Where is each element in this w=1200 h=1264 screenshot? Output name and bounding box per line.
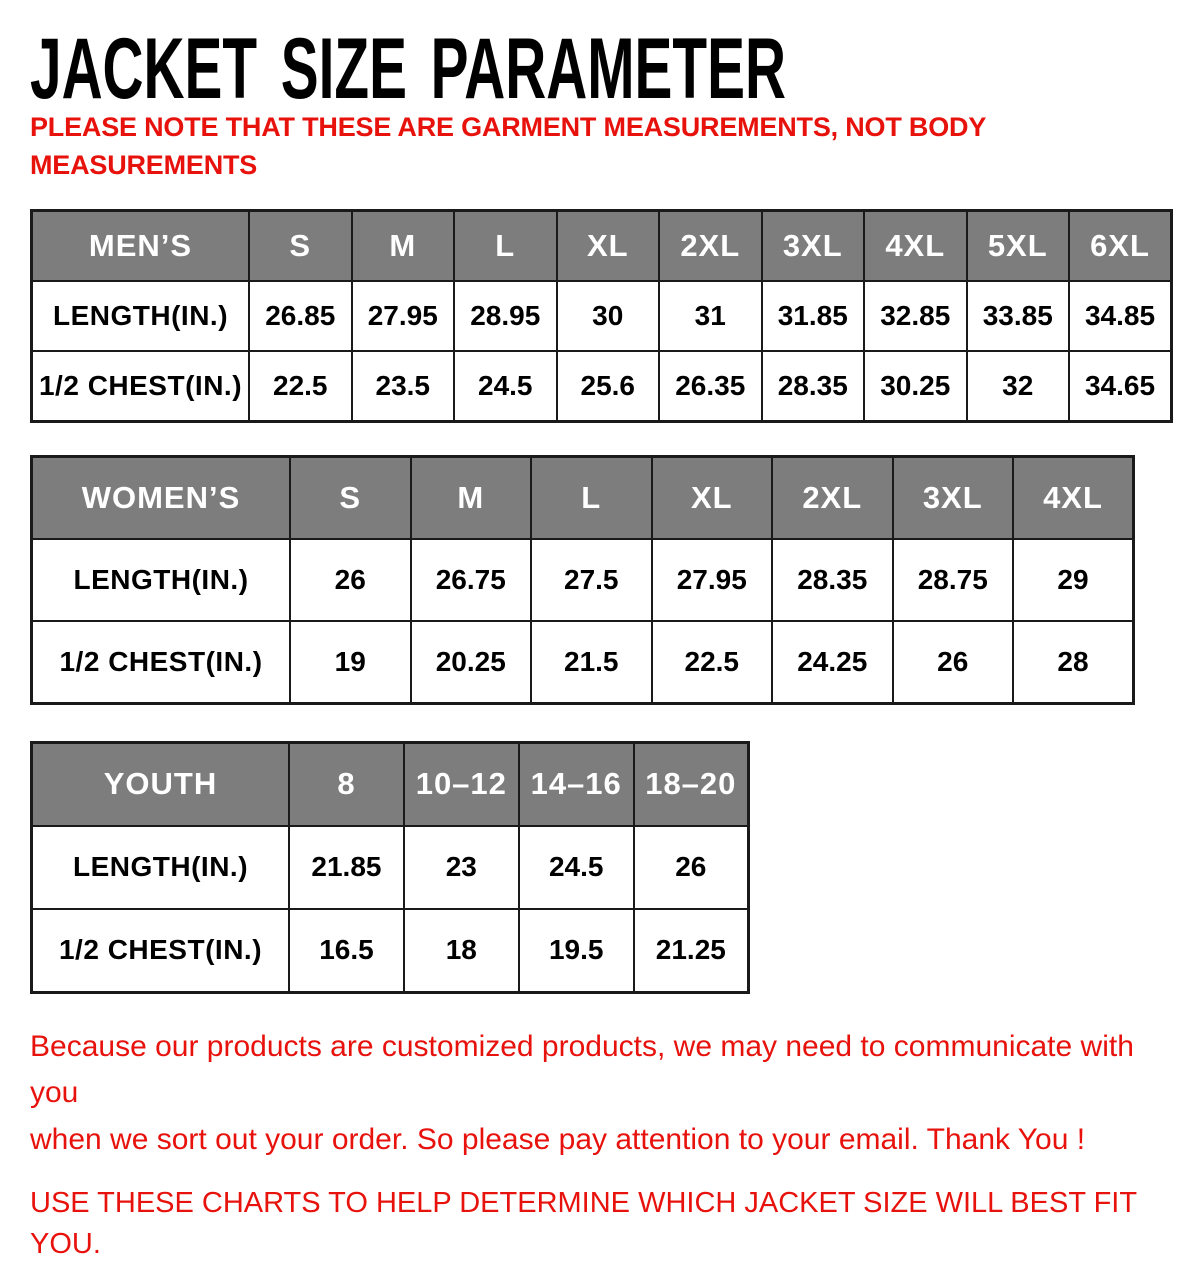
womens-size-column-header: M xyxy=(411,456,532,539)
measurement-value-cell: 24.5 xyxy=(519,826,634,909)
measurement-value-cell: 29 xyxy=(1013,539,1134,621)
measurement-value-cell: 30 xyxy=(557,281,660,351)
mens-size-column-header: M xyxy=(352,210,455,281)
youth-measurement-row xyxy=(32,909,749,993)
measurement-value-cell: 32 xyxy=(967,351,1070,422)
measurement-value-cell: 23.5 xyxy=(352,351,455,422)
note-line-1: PLEASE NOTE THAT THESE ARE GARMENT MEASUREMENTS, NOT BODY xyxy=(30,112,987,142)
measurement-value-cell: 16.5 xyxy=(289,909,404,993)
row-label: 1/2 CHEST(IN.) xyxy=(32,909,290,993)
mens-measurement-row xyxy=(32,351,1172,422)
measurement-value-cell: 28 xyxy=(1013,621,1134,704)
mens-measurement-row xyxy=(32,281,1172,351)
measurement-value-cell: 28.35 xyxy=(772,539,893,621)
womens-size-column-header: XL xyxy=(652,456,773,539)
womens-size-column-header: L xyxy=(531,456,652,539)
measurement-value-cell: 21.25 xyxy=(634,909,749,993)
youth-table-title: YOUTH xyxy=(32,742,290,826)
measurement-value-cell: 21.5 xyxy=(531,621,652,704)
measurement-value-cell: 26.35 xyxy=(659,351,762,422)
row-label: LENGTH(IN.) xyxy=(32,281,250,351)
measurement-value-cell: 34.65 xyxy=(1069,351,1172,422)
mens-size-column-header: 5XL xyxy=(967,210,1070,281)
measurement-value-cell: 33.85 xyxy=(967,281,1070,351)
measurement-value-cell: 26 xyxy=(290,539,411,621)
youth-size-column-header: 10–12 xyxy=(404,742,519,826)
page-title: JACKET SIZE PARAMETER xyxy=(30,21,786,117)
measurement-value-cell: 26 xyxy=(634,826,749,909)
youth-size-column-header: 8 xyxy=(289,742,404,826)
mens-size-column-header: XL xyxy=(557,210,660,281)
measurement-value-cell: 28.95 xyxy=(454,281,557,351)
mens-header-row xyxy=(32,210,1172,281)
mens-size-column-header: L xyxy=(454,210,557,281)
customization-notice xyxy=(30,1024,1180,1164)
measurement-value-cell: 27.95 xyxy=(352,281,455,351)
customization-notice-line-1: Because our products are customized products, we may need to communicate with you xyxy=(30,1029,1134,1110)
mens-table-title: MEN’S xyxy=(32,210,250,281)
chart-usage-hint: USE THESE CHARTS TO HELP DETERMINE WHICH JACKET SIZE WILL BEST FIT YOU. xyxy=(30,1187,1137,1260)
row-label: 1/2 CHEST(IN.) xyxy=(32,621,291,704)
womens-table-title: WOMEN’S xyxy=(32,456,291,539)
row-label: 1/2 CHEST(IN.) xyxy=(32,351,250,422)
garment-measurement-note xyxy=(30,108,1180,185)
youth-size-column-header: 14–16 xyxy=(519,742,634,826)
measurement-value-cell: 19 xyxy=(290,621,411,704)
womens-size-table xyxy=(30,455,1135,705)
measurement-value-cell: 21.85 xyxy=(289,826,404,909)
measurement-value-cell: 24.5 xyxy=(454,351,557,422)
measurement-value-cell: 26.75 xyxy=(411,539,532,621)
womens-size-column-header: S xyxy=(290,456,411,539)
womens-size-column-header: 4XL xyxy=(1013,456,1134,539)
youth-size-table-container xyxy=(30,741,1180,994)
measurement-value-cell: 26.85 xyxy=(249,281,352,351)
measurement-value-cell: 24.25 xyxy=(772,621,893,704)
measurement-value-cell: 19.5 xyxy=(519,909,634,993)
womens-size-table-container xyxy=(30,455,1180,705)
measurement-value-cell: 22.5 xyxy=(249,351,352,422)
measurement-value-cell: 28.35 xyxy=(762,351,865,422)
mens-size-column-header: 3XL xyxy=(762,210,865,281)
row-label: LENGTH(IN.) xyxy=(32,826,290,909)
measurement-value-cell: 34.85 xyxy=(1069,281,1172,351)
measurement-value-cell: 31.85 xyxy=(762,281,865,351)
measurement-value-cell: 27.5 xyxy=(531,539,652,621)
womens-size-column-header: 2XL xyxy=(772,456,893,539)
mens-size-table xyxy=(30,209,1173,423)
measurement-value-cell: 32.85 xyxy=(864,281,967,351)
measurement-value-cell: 27.95 xyxy=(652,539,773,621)
measurement-value-cell: 28.75 xyxy=(893,539,1014,621)
measurement-value-cell: 26 xyxy=(893,621,1014,704)
mens-size-column-header: 4XL xyxy=(864,210,967,281)
page-title-wrap xyxy=(30,21,1180,117)
youth-measurement-row xyxy=(32,826,749,909)
measurement-value-cell: 20.25 xyxy=(411,621,532,704)
measurement-value-cell: 22.5 xyxy=(652,621,773,704)
mens-size-table-container xyxy=(30,209,1180,423)
note-line-2: MEASUREMENTS xyxy=(30,150,258,181)
measurement-value-cell: 31 xyxy=(659,281,762,351)
youth-header-row xyxy=(32,742,749,826)
womens-size-column-header: 3XL xyxy=(893,456,1014,539)
row-label: LENGTH(IN.) xyxy=(32,539,291,621)
youth-size-column-header: 18–20 xyxy=(634,742,749,826)
youth-size-table xyxy=(30,741,750,994)
measurement-value-cell: 23 xyxy=(404,826,519,909)
measurement-value-cell: 30.25 xyxy=(864,351,967,422)
customization-notice-line-2: when we sort out your order. So please pay attention to your email. Thank You ! xyxy=(30,1122,1086,1156)
womens-measurement-row xyxy=(32,539,1134,621)
womens-measurement-row xyxy=(32,621,1134,704)
womens-header-row xyxy=(32,456,1134,539)
mens-size-column-header: S xyxy=(249,210,352,281)
mens-size-column-header: 6XL xyxy=(1069,210,1172,281)
mens-size-column-header: 2XL xyxy=(659,210,762,281)
measurement-value-cell: 25.6 xyxy=(557,351,660,422)
measurement-value-cell: 18 xyxy=(404,909,519,993)
